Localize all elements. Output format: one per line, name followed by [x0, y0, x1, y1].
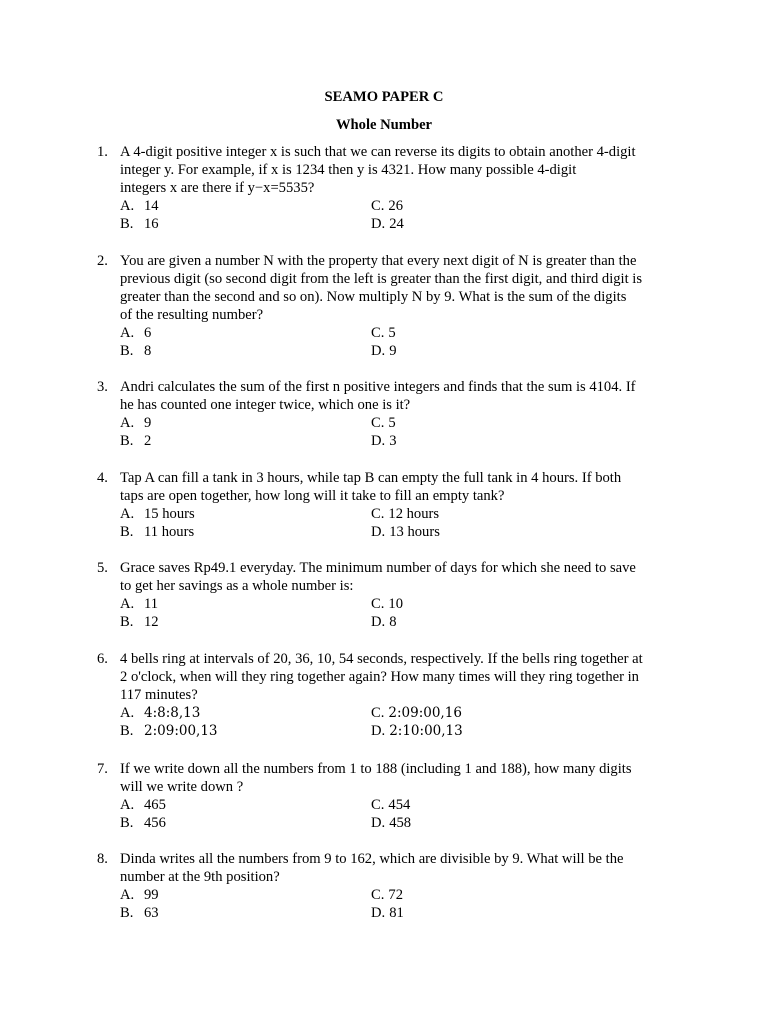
option-a-value: 4:8:8,13 [144, 705, 201, 721]
option-d: D. 458 [371, 815, 412, 831]
option-b-value: 63 [144, 905, 159, 921]
option-d-value: 2:10:00,13 [389, 723, 463, 739]
option-a: A. 4:8:8,13 [120, 705, 201, 721]
question-line: previous digit (so second digit from the left is greater than the first digit, and third digit is [120, 271, 643, 287]
question-line: greater than the second and so on). Now multiply N by 9. What is the sum of the digits [120, 289, 627, 305]
question-number: 2. [97, 253, 108, 269]
question-number: 8. [97, 851, 108, 867]
option-b-value: 12 [144, 614, 159, 630]
option-a-value: 465 [144, 797, 166, 813]
option-b-value: 16 [144, 216, 159, 232]
question-text [120, 252, 678, 324]
option-b: B. 8 [120, 343, 152, 359]
question-number: 7. [97, 761, 108, 777]
question-text [120, 469, 678, 505]
option-c: C. 5 [371, 415, 396, 431]
option-b-value: 11 hours [144, 524, 195, 540]
option-d-value: 81 [389, 905, 404, 921]
option-c: C. 12 hours [371, 506, 440, 522]
page-subtitle: Whole Number [335, 117, 433, 133]
option-d: D. 81 [371, 905, 404, 921]
option-d: D. 9 [371, 343, 397, 359]
option-c: C. 26 [371, 198, 403, 214]
question-number: 1. [97, 144, 108, 160]
question-line: to get her savings as a whole number is: [120, 578, 354, 594]
option-c-value: 5 [388, 325, 396, 341]
question-text [120, 378, 678, 414]
option-c-value: 72 [388, 887, 403, 903]
option-a-value: 15 hours [144, 506, 195, 522]
option-d: D. 13 hours [371, 524, 440, 540]
option-d-value: 13 hours [389, 524, 440, 540]
option-d-value: 3 [389, 433, 397, 449]
page-title: SEAMO PAPER C [324, 89, 444, 105]
option-b: B. 2 [120, 433, 152, 449]
option-b: B. 2:09:00,13 [120, 723, 218, 739]
option-b: B. 63 [120, 905, 159, 921]
question-line: 117 minutes? [120, 687, 198, 703]
question-line: Andri calculates the sum of the first n positive integers and finds that the sum is 4104. If [120, 379, 636, 395]
option-c: C. 72 [371, 887, 403, 903]
question-number: 6. [97, 651, 108, 667]
question-line: Dinda writes all the numbers from 9 to 162, which are divisible by 9. What will be the [120, 851, 624, 867]
question-text [120, 760, 678, 796]
option-a: A. 9 [120, 415, 152, 431]
option-a-value: 6 [144, 325, 152, 341]
option-a: A. 6 [120, 325, 152, 341]
option-d: D. 3 [371, 433, 397, 449]
option-c: C. 2:09:00,16 [371, 705, 462, 721]
option-d: D. 8 [371, 614, 397, 630]
question-line: will we write down ? [120, 779, 244, 795]
question-line: integers x are there if y−x=5535? [120, 180, 315, 196]
option-a-value: 9 [144, 415, 152, 431]
option-c-value: 12 hours [388, 506, 440, 522]
option-d-value: 8 [389, 614, 397, 630]
option-b-value: 2 [144, 433, 152, 449]
option-b: B. 16 [120, 216, 159, 232]
question-line: 4 bells ring at intervals of 20, 36, 10, 54 seconds, respectively. If the bells ring together at [120, 651, 643, 667]
option-b-value: 456 [144, 815, 166, 831]
option-a: A. 99 [120, 887, 159, 903]
option-d-value: 9 [389, 343, 397, 359]
option-b: B. 456 [120, 815, 166, 831]
question-number: 3. [97, 379, 108, 395]
question-line: number at the 9th position? [120, 869, 280, 885]
question-line: taps are open together, how long will it take to fill an empty tank? [120, 488, 505, 504]
option-a: A. 14 [120, 198, 159, 214]
option-a: A. 11 [120, 596, 159, 612]
option-d: D. 24 [371, 216, 404, 232]
question-text [120, 143, 678, 197]
option-c: C. 10 [371, 596, 403, 612]
option-b-value: 2:09:00,13 [144, 723, 218, 739]
question-line: Grace saves Rp49.1 everyday. The minimum number of days for which she need to save [120, 560, 636, 576]
question-text [120, 650, 678, 704]
option-c-value: 5 [388, 415, 396, 431]
option-c-value: 2:09:00,16 [388, 705, 462, 721]
option-a: A. 15 hours [120, 506, 195, 522]
question-line: Tap A can fill a tank in 3 hours, while tap B can empty the full tank in 4 hours. If both [120, 470, 622, 486]
question-line: You are given a number N with the property that every next digit of N is greater than the [120, 253, 637, 269]
option-c: C. 454 [371, 797, 411, 813]
question-number: 5. [97, 560, 108, 576]
question-number: 4. [97, 470, 108, 486]
option-b: B. 11 hours [120, 524, 195, 540]
option-d-value: 24 [389, 216, 404, 232]
option-a-value: 14 [144, 198, 159, 214]
question-text [120, 559, 678, 595]
option-c: C. 5 [371, 325, 396, 341]
question-text [120, 850, 678, 886]
option-c-value: 26 [388, 198, 403, 214]
question-line: A 4-digit positive integer x is such that we can reverse its digits to obtain another 4-digit [120, 144, 636, 160]
option-c-value: 454 [388, 797, 411, 813]
option-d: D. 2:10:00,13 [371, 723, 463, 739]
option-b: B. 12 [120, 614, 159, 630]
option-d-value: 458 [389, 815, 412, 831]
option-a: A. 465 [120, 797, 166, 813]
option-b-value: 8 [144, 343, 152, 359]
option-a-value: 11 [144, 596, 159, 612]
question-line: he has counted one integer twice, which one is it? [120, 397, 411, 413]
option-a-value: 99 [144, 887, 159, 903]
question-line: of the resulting number? [120, 307, 264, 323]
question-line: integer y. For example, if x is 1234 then y is 4321. How many possible 4-digit [120, 162, 577, 178]
question-line: 2 o'clock, when will they ring together again? How many times will they ring together in [120, 669, 639, 685]
question-line: If we write down all the numbers from 1 to 188 (including 1 and 188), how many digits [120, 761, 632, 777]
option-c-value: 10 [388, 596, 403, 612]
